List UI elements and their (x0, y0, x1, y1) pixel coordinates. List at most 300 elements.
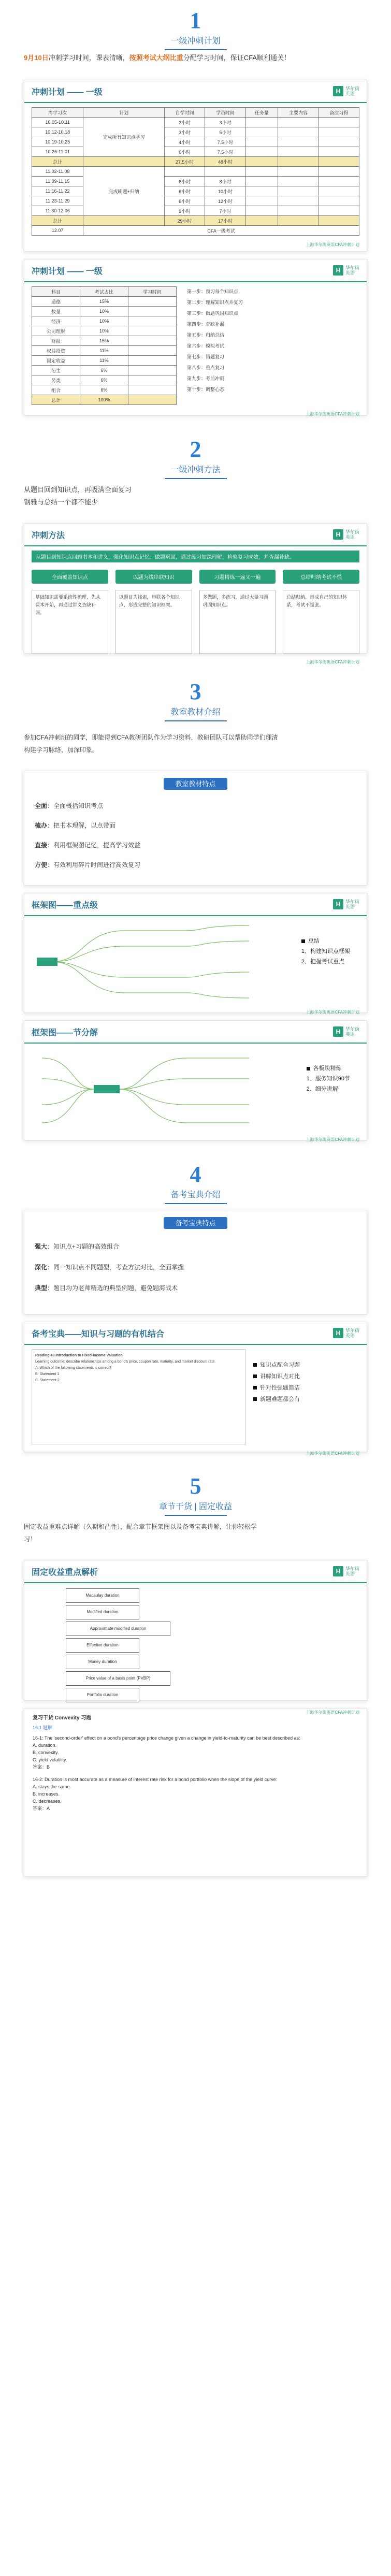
exercise-line: 16-2: Duration is most accurate as a measure of interest rate risk for a bond portfolio when the slope of the yield curve: (33, 1777, 278, 1782)
cell (278, 167, 318, 177)
exercise-line: B. convexity. (33, 1750, 59, 1755)
cell (318, 167, 359, 177)
book-notes (253, 1349, 300, 1444)
method-detail: 总结归纳，形成自己的知识体系，考试不慌张。 (283, 590, 359, 654)
framework-card-2 (24, 1020, 367, 1140)
sample-line: C. Statement 2 (35, 1379, 60, 1382)
list-item: 第三步：做题巩固知识点 (187, 311, 239, 316)
cell (128, 316, 177, 326)
exercise-line: 答案：A (33, 1806, 50, 1811)
mindmap-lines (32, 920, 259, 1003)
section-title: 一级冲刺方法 (170, 466, 221, 474)
cell: 另类 (32, 375, 80, 385)
mindmap-figure (32, 1048, 359, 1131)
cell (128, 366, 177, 375)
card-footer: 上海华尔街英语CFA冲刺计划 (306, 1010, 359, 1015)
duration-diagram (24, 1583, 367, 1707)
cell: 6小时 (164, 177, 205, 186)
table-row (32, 297, 177, 307)
cell: 10% (80, 326, 128, 336)
list-item: 强大：知识点+习题的高效组合 (35, 1243, 120, 1250)
col-header: 学习时间 (128, 287, 177, 297)
features-title: 备考宝典特点 (164, 1217, 227, 1229)
cell: 总计 (32, 216, 83, 226)
logo-text: 华尔街 英语 (345, 529, 359, 540)
diagram-box: Approximate modified duration (66, 1622, 170, 1636)
cell (278, 127, 318, 137)
cell (318, 147, 359, 157)
method-pill: 习题精练一遍又一遍 (199, 570, 276, 584)
list-item (253, 1382, 300, 1394)
table-row (32, 356, 177, 366)
cell: 11.23-11.29 (32, 196, 83, 206)
cell (83, 157, 165, 167)
section-title: 备考宝典介绍 (170, 1191, 221, 1199)
merged-cell: 完成所有知识点学习 (83, 118, 165, 157)
table-header-row (32, 287, 177, 297)
note-text: 讲解知识点对比 (260, 1373, 300, 1380)
feature-key: 全面 (35, 802, 48, 809)
cell: 权益投资 (32, 346, 80, 356)
exercise-line: B. increases. (33, 1791, 60, 1797)
total-row (32, 216, 359, 226)
intro-text-a: 冲刺学习时间，课表清晰， (48, 54, 129, 62)
feature-value: 题目均为老师精选的典型例题，避免题海战术 (53, 1284, 178, 1292)
cell (278, 157, 318, 167)
intro-line: 钢雅与总结一个都不能少 (24, 498, 98, 506)
cell: 15% (80, 336, 128, 346)
method-pills (24, 567, 367, 587)
list-item: 2、把握考试重点 (301, 959, 344, 965)
method-banner: 从题目到知识点回顾书本和讲义，强化知识点记忆；做题巩固，通过练习加深理解，检验复习成效，并查漏补缺。 (32, 551, 359, 562)
cell: 11.16-11.22 (32, 186, 83, 196)
book-sample-card (24, 1322, 367, 1456)
col-header: 主要内容 (278, 108, 318, 118)
cell: 6% (80, 375, 128, 385)
cell (318, 186, 359, 196)
list-item: 第五步：归纳总结 (187, 332, 225, 338)
card-footer: 上海华尔街英语CFA冲刺计划 (306, 660, 359, 664)
cell: 3小时 (205, 118, 245, 127)
col-header: 计划 (83, 108, 165, 118)
table-row (32, 346, 177, 356)
sample-line: B. Statement 1 (35, 1372, 60, 1376)
intro-line: 参加CFA冲刺班的同学，即能得到CFA教研团队作为学习资料，教研团队可以帮助同学们理清 (24, 734, 278, 741)
cell (245, 147, 278, 157)
list-item: 直接：利用框架图记忆，提高学习效益 (35, 842, 141, 849)
feature-value: 把书本理解，以点带面 (53, 822, 116, 829)
cell: 10.26-11.01 (32, 147, 83, 157)
list-item: 2、细分讲解 (306, 1086, 338, 1092)
schedule-card (24, 80, 367, 252)
cell (128, 326, 177, 336)
cell (245, 206, 278, 216)
cell: 27.5小时 (164, 157, 205, 167)
sample-line: Reading 43 Introduction to Fixed-Income Valuation (35, 1354, 123, 1357)
card-header (24, 1560, 367, 1583)
cell: 公司理财 (32, 326, 80, 336)
schedule-table (32, 107, 359, 236)
sample-page (32, 1349, 246, 1444)
cell (318, 177, 359, 186)
cell (128, 385, 177, 395)
card-header (24, 524, 367, 546)
cell (128, 375, 177, 385)
exercise-head: 复习干货 Convexity 习题 (33, 1715, 92, 1721)
section-number: 2 (190, 437, 201, 462)
fixed-income-card (24, 1560, 367, 1715)
table-row (32, 177, 359, 186)
col-header: 考试占比 (80, 287, 128, 297)
exercise-page (24, 1708, 367, 1877)
card-footer: 上海华尔街英语CFA冲刺计划 (306, 1451, 359, 1456)
table-row (32, 366, 177, 375)
feature-value: 全面概括知识考点 (53, 802, 104, 809)
cell (128, 307, 177, 316)
logo-text: 华尔街 英语 (345, 899, 359, 909)
cell (128, 395, 177, 405)
card-title: 冲刺计划 —— 一级 (32, 267, 103, 276)
list-item: 1、服务知识90节 (306, 1076, 350, 1082)
list-item: 第九步：考前冲刺 (187, 376, 225, 381)
logo-mark-icon: H (333, 1026, 343, 1037)
subjects-card (24, 259, 367, 415)
cell (128, 336, 177, 346)
cell (245, 186, 278, 196)
list-item: 第四步：查缺补漏 (187, 322, 225, 327)
table-row (32, 137, 359, 147)
cell: 10.05-10.11 (32, 118, 83, 127)
card-footer: 上海华尔街英语CFA冲刺计划 (306, 1137, 359, 1142)
cell: 4小时 (164, 137, 205, 147)
section-rule (165, 720, 227, 721)
table-row (32, 326, 177, 336)
cell: 7.5小时 (205, 147, 245, 157)
cell: 10% (80, 316, 128, 326)
cell (245, 127, 278, 137)
card-title: 冲刺方法 (32, 531, 65, 540)
card-title: 框架图——节分解 (32, 1028, 98, 1037)
list-item: 梳办：把书本理解，以点带面 (35, 822, 116, 829)
table-header-row (32, 108, 359, 118)
list-item: 第七步：错题复习 (187, 354, 225, 359)
card-header (24, 1322, 367, 1345)
list-item (253, 1394, 300, 1405)
diagram-box: Modified duration (66, 1605, 139, 1619)
card-header (24, 893, 367, 916)
cell: 11.02-11.08 (32, 167, 83, 177)
exercise-line: 16-1: The 'second-order' effect on a bond's percentage price change given a change in yield-to-maturity can be best described as: (33, 1735, 300, 1741)
framework-notes (307, 1063, 350, 1094)
mindmap-lines (32, 1048, 259, 1131)
section-2-intro (0, 477, 391, 516)
section-rule (165, 1203, 227, 1204)
cell: 9小时 (164, 206, 205, 216)
features-title-wrap (24, 1210, 367, 1228)
brand-logo (333, 86, 359, 96)
cell (245, 157, 278, 167)
method-pill: 总结归纳考试不慌 (283, 570, 359, 584)
table-row (32, 167, 359, 177)
framework-card-1 (24, 893, 367, 1013)
book-features-card (24, 1210, 367, 1314)
list-item: 典型：题目均为老师精选的典型例题，避免题海战术 (35, 1284, 178, 1292)
cell (128, 346, 177, 356)
cell (245, 216, 278, 226)
list-item: 第二步：理解知识点并复习 (187, 300, 243, 305)
cell: 8小时 (205, 177, 245, 186)
section-5-intro (0, 1514, 391, 1553)
cell (278, 186, 318, 196)
cell: 衍生 (32, 366, 80, 375)
cell: 10.12-10.18 (32, 127, 83, 137)
cell (318, 196, 359, 206)
logo-text: 华尔街 英语 (345, 1328, 359, 1338)
section-5-header (0, 1459, 391, 1514)
section-title: 教室教材介绍 (170, 708, 221, 717)
cell: 组合 (32, 385, 80, 395)
logo-text: 华尔街 英语 (345, 86, 359, 96)
cell (245, 118, 278, 127)
table-row (32, 226, 359, 236)
cell: 12.07 (32, 226, 83, 236)
cell: 11% (80, 346, 128, 356)
intro-text-b: 分配学习时间，保证CFA顺利通关！ (183, 54, 291, 62)
brand-logo (333, 265, 359, 276)
cell (128, 356, 177, 366)
col-header: 学员时间 (205, 108, 245, 118)
mindmap-figure (32, 920, 359, 1003)
brand-logo (333, 1566, 359, 1576)
cell: 7小时 (205, 206, 245, 216)
cell (278, 137, 318, 147)
cell (128, 297, 177, 307)
section-3-intro (0, 725, 391, 763)
intro-line: 习！ (24, 1536, 37, 1543)
list-item: 深化：同一知识点不同题型，考查方法对比，全面掌握 (35, 1264, 184, 1271)
col-header: 备注习得 (318, 108, 359, 118)
list-item (253, 1359, 300, 1371)
list-item (301, 936, 350, 946)
cell: 固定收益 (32, 356, 80, 366)
table-row (32, 385, 177, 395)
table-row (32, 316, 177, 326)
cell: 10.19-10.25 (32, 137, 83, 147)
cell: 经济 (32, 316, 80, 326)
materials-features-card (24, 771, 367, 886)
cell (205, 167, 245, 177)
feature-value: 知识点+习题的高效组合 (53, 1243, 120, 1250)
methods-card (24, 523, 367, 664)
cell (278, 216, 318, 226)
method-detail: 多做题，多练习，通过大量习题巩固知识点。 (199, 590, 276, 654)
table-row (32, 196, 359, 206)
section-number: 5 (190, 1473, 201, 1499)
cell (318, 206, 359, 216)
cell: 11% (80, 356, 128, 366)
table-row (32, 206, 359, 216)
table-row (32, 336, 177, 346)
cell: 财报 (32, 336, 80, 346)
list-item: 方便：有效利用碎片时间进行高效复习 (35, 861, 141, 869)
section-3-header (0, 661, 391, 725)
section-title: 一级冲刺计划 (170, 37, 221, 46)
cell: 11.09-11.15 (32, 177, 83, 186)
exercise-subhead: 16.1 题解 (33, 1725, 53, 1730)
cell: 10小时 (205, 186, 245, 196)
col-header: 周学习次 (32, 108, 83, 118)
cell: 11.30-12.06 (32, 206, 83, 216)
exercise-line: A. stays the same. (33, 1784, 71, 1789)
intro-line: 固定收益重难点详解（久期和凸性），配合章节框架图以及备考宝典讲解，让你轻松学 (24, 1523, 257, 1530)
note-text: 新题难题都会有 (260, 1396, 300, 1402)
exercise-line: 答案：B (33, 1764, 50, 1770)
exercise-line: C. yield volatility. (33, 1757, 67, 1762)
feature-value: 利用框架图记忆，提高学习效益 (53, 842, 141, 849)
cell: 6% (80, 385, 128, 395)
cell (245, 177, 278, 186)
cell (245, 167, 278, 177)
cell: 100% (80, 395, 128, 405)
cell: 12小时 (205, 196, 245, 206)
logo-mark-icon: H (333, 86, 343, 96)
card-title: 备考宝典——知识与习题的有机结合 (32, 1329, 165, 1339)
cell: 10% (80, 307, 128, 316)
cell: 6% (80, 366, 128, 375)
diagram-box: Effective duration (66, 1638, 139, 1653)
card-header (24, 80, 367, 103)
list-item (253, 1371, 300, 1382)
section-1-intro (0, 46, 391, 73)
method-details (24, 587, 367, 657)
list-item: 全面：全面概括知识考点 (35, 802, 104, 809)
cell (318, 118, 359, 127)
cell: 5小时 (205, 127, 245, 137)
cell (278, 196, 318, 206)
cell (278, 177, 318, 186)
logo-mark-icon: H (333, 1328, 343, 1338)
card-footer: 上海华尔街英语CFA冲刺计划 (306, 412, 359, 416)
merged-cell: 完成刷题+归纳 (83, 167, 165, 216)
brand-logo (333, 1026, 359, 1037)
logo-mark-icon: H (333, 899, 343, 909)
diagram-box: Price value of a basis point (PVBP) (66, 1671, 170, 1686)
intro-line: 从题目回到知识点，再吸满全面复习 (24, 486, 132, 494)
list-item: 第八步：重点复习 (187, 365, 225, 370)
cell (278, 147, 318, 157)
table-row (32, 375, 177, 385)
framework-notes (301, 936, 350, 967)
total-row (32, 395, 177, 405)
cell (245, 137, 278, 147)
cell: 6小时 (164, 196, 205, 206)
cell: 总计 (32, 395, 80, 405)
cell: 6小时 (164, 147, 205, 157)
cell: 道德 (32, 297, 80, 307)
logo-mark-icon: H (333, 1566, 343, 1576)
cell: 15% (80, 297, 128, 307)
cell (318, 216, 359, 226)
section-1-header (0, 0, 391, 46)
cell: 29小时 (164, 216, 205, 226)
section-title: 章节干货 | 固定收益 (158, 1502, 233, 1511)
card-title: 冲刺计划 —— 一级 (32, 88, 103, 97)
schedule-table-wrap (24, 103, 367, 240)
intro-line: 构建学习脉络，加深印象。 (24, 746, 99, 754)
section-4-header (0, 1148, 391, 1203)
section-number: 1 (190, 8, 201, 33)
cell (83, 216, 165, 226)
method-detail: 基础知识需要系统性梳理，先从课本开始，再通过讲义查缺补漏。 (32, 590, 108, 654)
list-item: 1、构建知识点框架 (301, 948, 350, 954)
cell: 6小时 (164, 186, 205, 196)
card-header (24, 259, 367, 282)
feature-value: 有效利用碎片时间进行高效复习 (53, 861, 141, 869)
feature-key: 直接 (35, 842, 48, 849)
brand-logo (333, 899, 359, 909)
section-number: 3 (190, 679, 201, 704)
note-text: 各板块精炼 (313, 1065, 342, 1072)
exercise-line: A. duration. (33, 1743, 57, 1748)
cell (318, 127, 359, 137)
book-sample-body (24, 1345, 367, 1449)
col-header: 任务量 (245, 108, 278, 118)
features-list (24, 1228, 367, 1307)
table-row (32, 118, 359, 127)
subtotal-row (32, 157, 359, 167)
table-row (32, 147, 359, 157)
table-row (32, 307, 177, 316)
diagram-box: Portfolio duration (66, 1688, 139, 1702)
subjects-table (32, 286, 177, 405)
cell: 17小时 (205, 216, 245, 226)
logo-mark-icon: H (333, 265, 343, 276)
list-item: 第六步：模拟考试 (187, 343, 225, 349)
feature-key: 梳办 (35, 822, 48, 829)
features-title-wrap (24, 771, 367, 789)
cell: 3小时 (164, 127, 205, 137)
diagram-box: Macaulay duration (66, 1588, 139, 1603)
sample-line: Learning outcome: describe relationships among a bond's price, coupon rate, maturity, and market discount rate. (35, 1360, 216, 1364)
table-row (32, 127, 359, 137)
list-item: 第一步：预习每个知识点 (187, 289, 239, 294)
intro-highlight: 9月10日 (24, 54, 49, 62)
brand-logo (333, 529, 359, 540)
features-title: 教室教材特点 (164, 778, 227, 790)
diagram-box: Money duration (66, 1655, 139, 1669)
logo-text: 华尔街 英语 (345, 1566, 359, 1576)
cell (318, 157, 359, 167)
list-item: 第十步：调整心态 (187, 387, 225, 392)
section-number: 4 (190, 1162, 201, 1187)
cell: 数量 (32, 307, 80, 316)
list-item (307, 1063, 350, 1074)
card-title: 框架图——重点级 (32, 901, 98, 910)
cell (164, 167, 205, 177)
note-text: 总结 (308, 938, 320, 944)
note-text: 针对性强题简洁 (260, 1385, 300, 1391)
cell: 48小时 (205, 157, 245, 167)
cell (318, 137, 359, 147)
feature-key: 强大 (35, 1243, 48, 1250)
card-footer: 上海华尔街英语CFA冲刺计划 (306, 1710, 359, 1715)
section-2-header (0, 423, 391, 477)
sample-line: A. Which of the following statements is correct? (35, 1366, 112, 1370)
feature-key: 典型 (35, 1284, 48, 1292)
cell (278, 206, 318, 216)
col-header: 科目 (32, 287, 80, 297)
logo-mark-icon: H (333, 529, 343, 540)
